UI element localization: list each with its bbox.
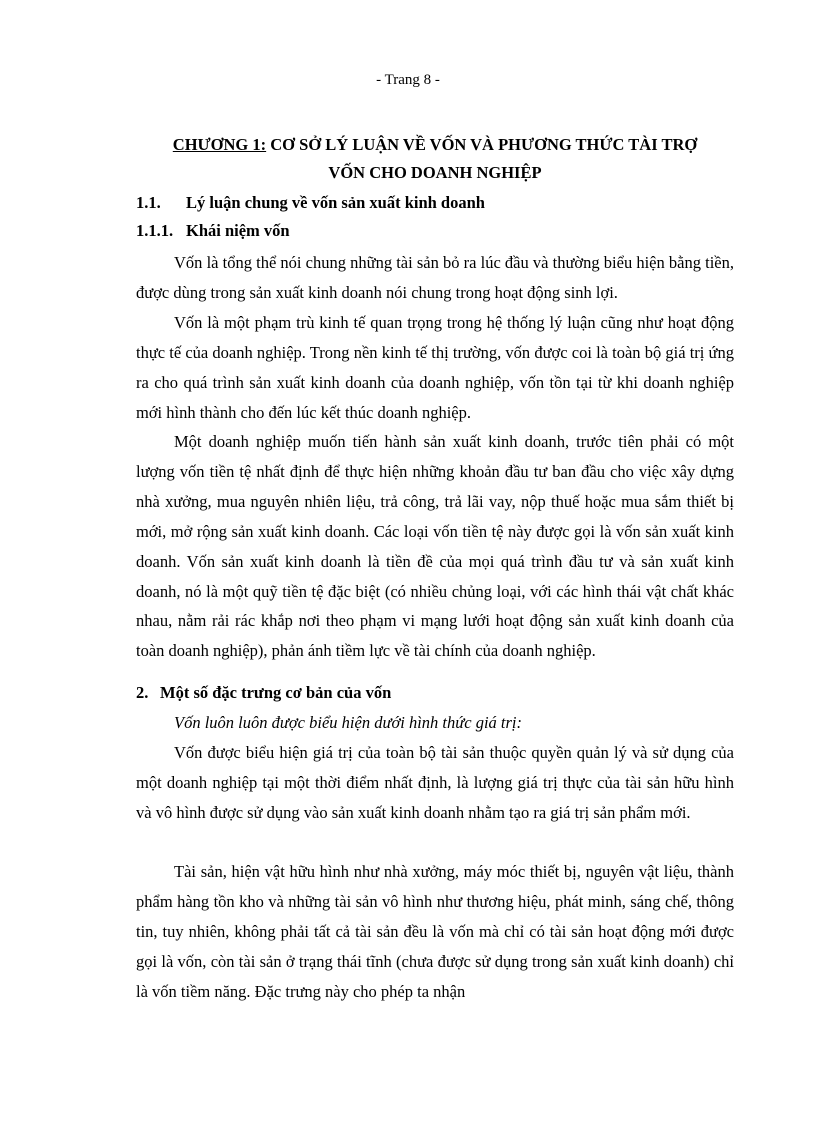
section-number: 2. [136,683,149,702]
paragraph: Vốn là tổng thể nói chung những tài sản bỏ ra lúc đầu và thường biểu hiện bằng tiền, được dùng trong sản xuất kinh doanh nói chung trong hoạt động sinh lợi. [136,253,734,302]
italic-paragraph: Vốn luôn luôn được biểu hiện dưới hình thức giá trị: [174,713,522,732]
section-number: 1.1.1. [136,221,174,240]
chapter-title-line2: VỐN CHO DOANH NGHIỆP [328,163,542,182]
paragraph: Một doanh nghiệp muốn tiến hành sản xuất kinh doanh, trước tiên phải có một lượng vốn tiền tệ nhất định để thực hiện những khoản đầu tư ban đầu cho việc xây dựng nhà xưởng, mua nguyên nhiên liệu, trả công, trả lãi vay, nộp thuế hoặc mua sắm thiết bị mới, mở rộng sản xuất kinh doanh. Các loại vốn tiền tệ này được gọi là vốn sản xuất kinh doanh. Vốn sản xuất kinh doanh là tiền đề của mọi quá trình đầu tư và sản xuất kinh doanh, nó là một quỹ tiền tệ đặc biệt (có nhiều chủng loại, với các hình thái vật chất khác nhau, nằm rải rác khắp nơi theo phạm vi mạng lưới hoạt động sản xuất kinh doanh của toàn doanh nghiệp), phản ánh tiềm lực về tài chính của doanh nghiệp. [136,432,734,661]
page-number: - Trang 8 - [376,72,440,88]
paragraph: Vốn là một phạm trù kinh tế quan trọng trong hệ thống lý luận cũng như hoạt động thực tế của doanh nghiệp. Trong nền kinh tế thị trường, vốn được coi là toàn bộ giá trị ứng ra cho quá trình sản xuất kinh doanh của doanh nghiệp, vốn tồn tại từ khi doanh nghiệp mới hình thành cho đến lúc kết thúc doanh nghiệp. [136,313,734,422]
section-title: Một số đặc trưng cơ bản của vốn [160,683,392,702]
section-title: Khái niệm vốn [186,221,290,240]
chapter-label: CHƯƠNG 1: [172,135,267,154]
paragraph: Vốn được biểu hiện giá trị của toàn bộ tài sản thuộc quyền quản lý và sử dụng của một doanh nghiệp tại một thời điểm nhất định, là lượng giá trị thực của tài sản hữu hình và vô hình được sử dụng vào sản xuất kinh doanh nhằm tạo ra giá trị sản phẩm mới. [136,743,734,822]
chapter-title [136,131,734,187]
chapter-title-line1: CƠ SỞ LÝ LUẬN VỀ VỐN VÀ PHƯƠNG THỨC TÀI TRỢ [266,135,698,154]
section-title: Lý luận chung về vốn sản xuất kinh doanh [186,193,485,212]
section-heading-1-1-1 [136,221,290,241]
section-heading-2 [136,683,391,703]
section-heading-1-1 [136,193,485,213]
section-number: 1.1. [136,193,161,212]
paragraph: Tài sản, hiện vật hữu hình như nhà xưởng, máy móc thiết bị, nguyên vật liệu, thành phẩm hàng tồn kho và những tài sản vô hình như thương hiệu, phát minh, sáng chế, thông tin, tuy nhiên, không phải tất cả tài sản đều là vốn mà chỉ có tài sản hoạt động mới được gọi là vốn, còn tài sản ở trạng thái tĩnh (chưa được sử dụng trong sản xuất kinh doanh) chỉ là vốn tiềm năng. Đặc trưng này cho phép ta nhận [136,862,734,1001]
